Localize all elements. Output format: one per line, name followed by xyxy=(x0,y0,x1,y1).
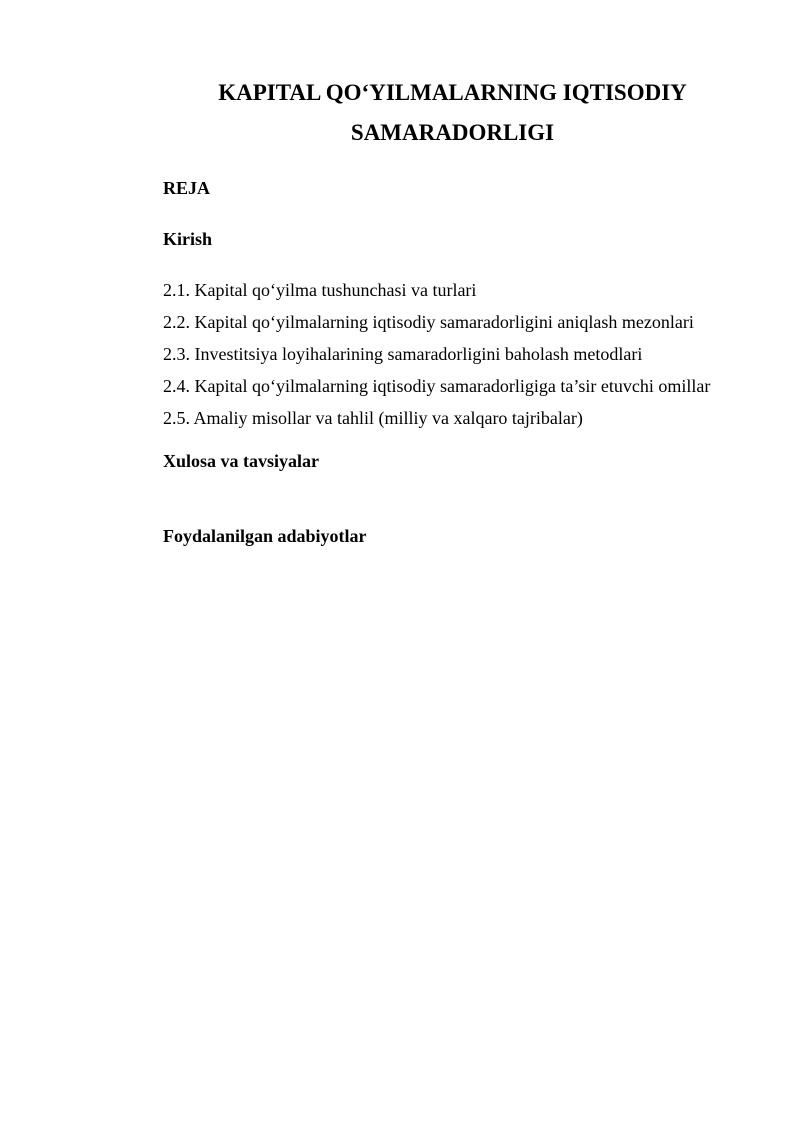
title-line-2: SAMARADORLIGI xyxy=(350,120,555,145)
title-line-1: KAPITAL QO‘YILMALARNING IQTISODIY xyxy=(218,80,687,105)
conclusion-heading: Xulosa va tavsiyalar xyxy=(163,451,320,471)
table-of-contents xyxy=(163,278,763,430)
document-title xyxy=(140,73,765,153)
toc-item: 2.2. Kapital qo‘yilmalarning iqtisodiy samaradorligini aniqlash mezonlari xyxy=(163,312,694,332)
intro-heading: Kirish xyxy=(163,229,213,249)
references-heading: Foydalanilgan adabiyotlar xyxy=(163,526,367,546)
toc-item: 2.5. Amaliy misollar va tahlil (milliy va xalqaro tajribalar) xyxy=(163,408,583,428)
plan-heading: REJA xyxy=(163,178,211,198)
toc-item: 2.4. Kapital qo‘yilmalarning iqtisodiy samaradorligiga ta’sir etuvchi omillar xyxy=(163,376,711,396)
toc-item: 2.1. Kapital qo‘yilma tushunchasi va turlari xyxy=(163,280,477,300)
toc-item: 2.3. Investitsiya loyihalarining samaradorligini baholash metodlari xyxy=(163,344,643,364)
document-body xyxy=(163,176,763,548)
